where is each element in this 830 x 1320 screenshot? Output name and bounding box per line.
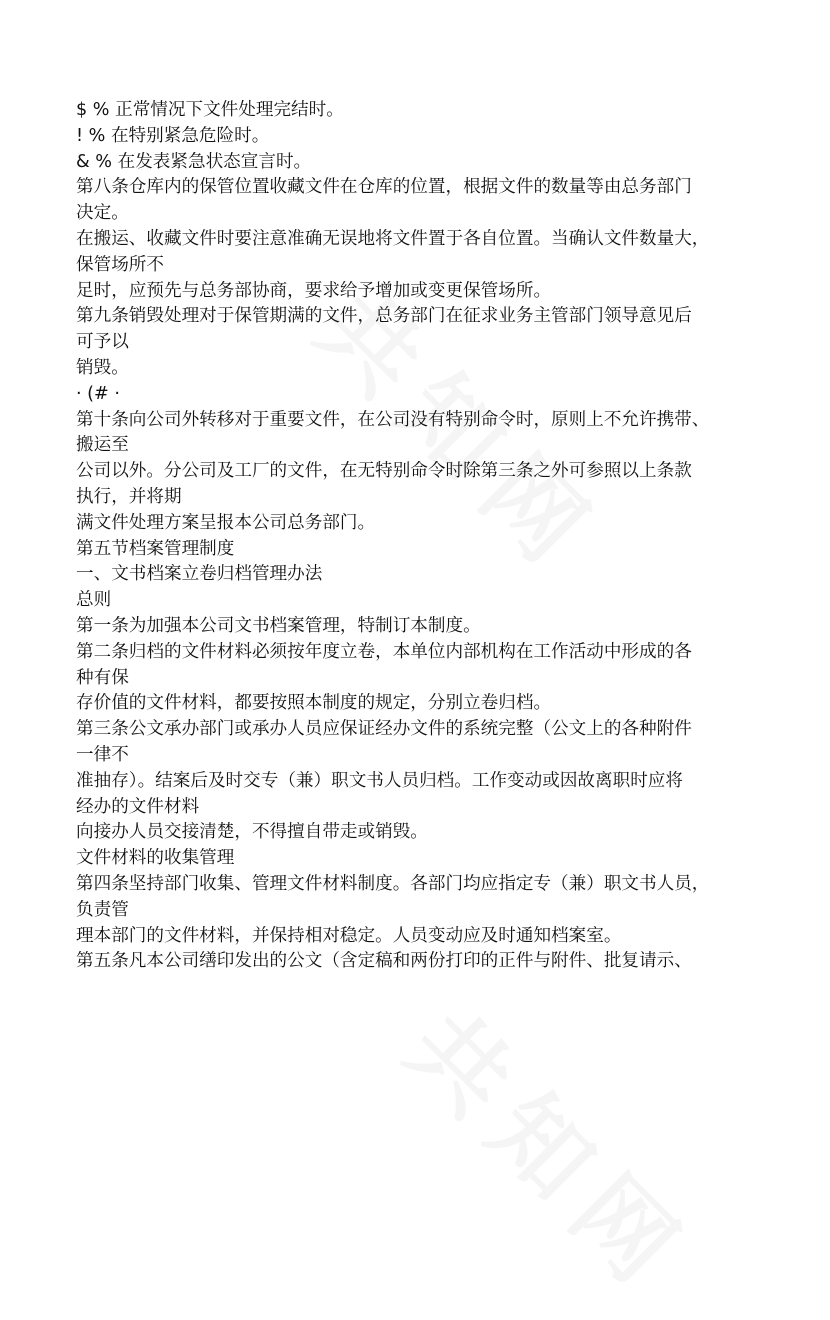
text-line: 满文件处理方案呈报本公司总务部门。 — [76, 512, 376, 533]
text-line: 经办的文件材料 — [76, 796, 200, 817]
text-line: 一律不 — [76, 744, 129, 765]
text-line: 负责管 — [76, 899, 129, 920]
text-line: 第十条向公司外转移对于重要文件，在公司没有特别命令时，原则上不允许携带、 — [76, 409, 710, 430]
text-line: ! % 在特别紧急危险时。 — [76, 125, 270, 146]
text-line: 存价值的文件材料，都要按照本制度的规定，分别立卷归档。 — [76, 693, 552, 714]
text-line: 一、文书档案立卷归档管理办法 — [76, 564, 323, 585]
text-line: 足时，应预先与总务部协商，要求给予增加或变更保管场所。 — [76, 280, 552, 301]
text-line: · (# · — [76, 383, 120, 404]
document-body — [76, 98, 766, 975]
text-line: 可予以 — [76, 332, 129, 353]
text-line: 第九条销毁处理对于保管期满的文件，总务部门在征求业务主管部门领导意见后 — [76, 306, 692, 327]
watermark — [383, 977, 726, 1320]
text-line: 销毁。 — [76, 357, 129, 378]
text-line: 第八条仓库内的保管位置收藏文件在仓库的位置，根据文件的数量等由总务部门 — [76, 177, 692, 198]
text-line: 第四条坚持部门收集、管理文件材料制度。各部门均应指定专（兼）职文书人员， — [76, 873, 710, 894]
text-line: 决定。 — [76, 203, 129, 224]
text-line: 在搬运、收藏文件时要注意准确无误地将文件置于各自位置。当确认文件数量大， — [76, 228, 710, 249]
text-line: 理本部门的文件材料，并保持相对稳定。人员变动应及时通知档案室。 — [76, 925, 622, 946]
text-line: 准抽存）。结案后及时交专（兼）职文书人员归档。工作变动或因故离职时应将 — [76, 770, 683, 791]
text-line: 种有保 — [76, 667, 129, 688]
text-line: 总则 — [76, 590, 112, 611]
text-line: & % 在发表紧急状态宣言时。 — [76, 151, 312, 172]
text-line: 第二条归档的文件材料必须按年度立卷，本单位内部机构在工作活动中形成的各 — [76, 641, 692, 662]
text-line: 搬运至 — [76, 435, 129, 456]
text-line: 公司以外。分公司及工厂的文件，在无特别命令时除第三条之外可参照以上条款 — [76, 461, 692, 482]
text-line: 第五条凡本公司缮印发出的公文（含定稿和两份打印的正件与附件、批复请示、 — [76, 951, 692, 972]
text-line: 第三条公文承办部门或承办人员应保证经办文件的系统完整（公文上的各种附件 — [76, 719, 692, 740]
text-line: $ % 正常情况下文件处理完结时。 — [76, 100, 344, 120]
text-line: 保管场所不 — [76, 254, 164, 275]
text-line: 执行，并将期 — [76, 486, 182, 507]
text-line: 向接办人员交接清楚，不得擅自带走或销毁。 — [76, 822, 428, 843]
text-line: 第一条为加强本公司文书档案管理，特制订本制度。 — [76, 615, 481, 636]
text-line: 第五节档案管理制度 — [76, 538, 235, 559]
text-line: 文件材料的收集管理 — [76, 848, 235, 869]
